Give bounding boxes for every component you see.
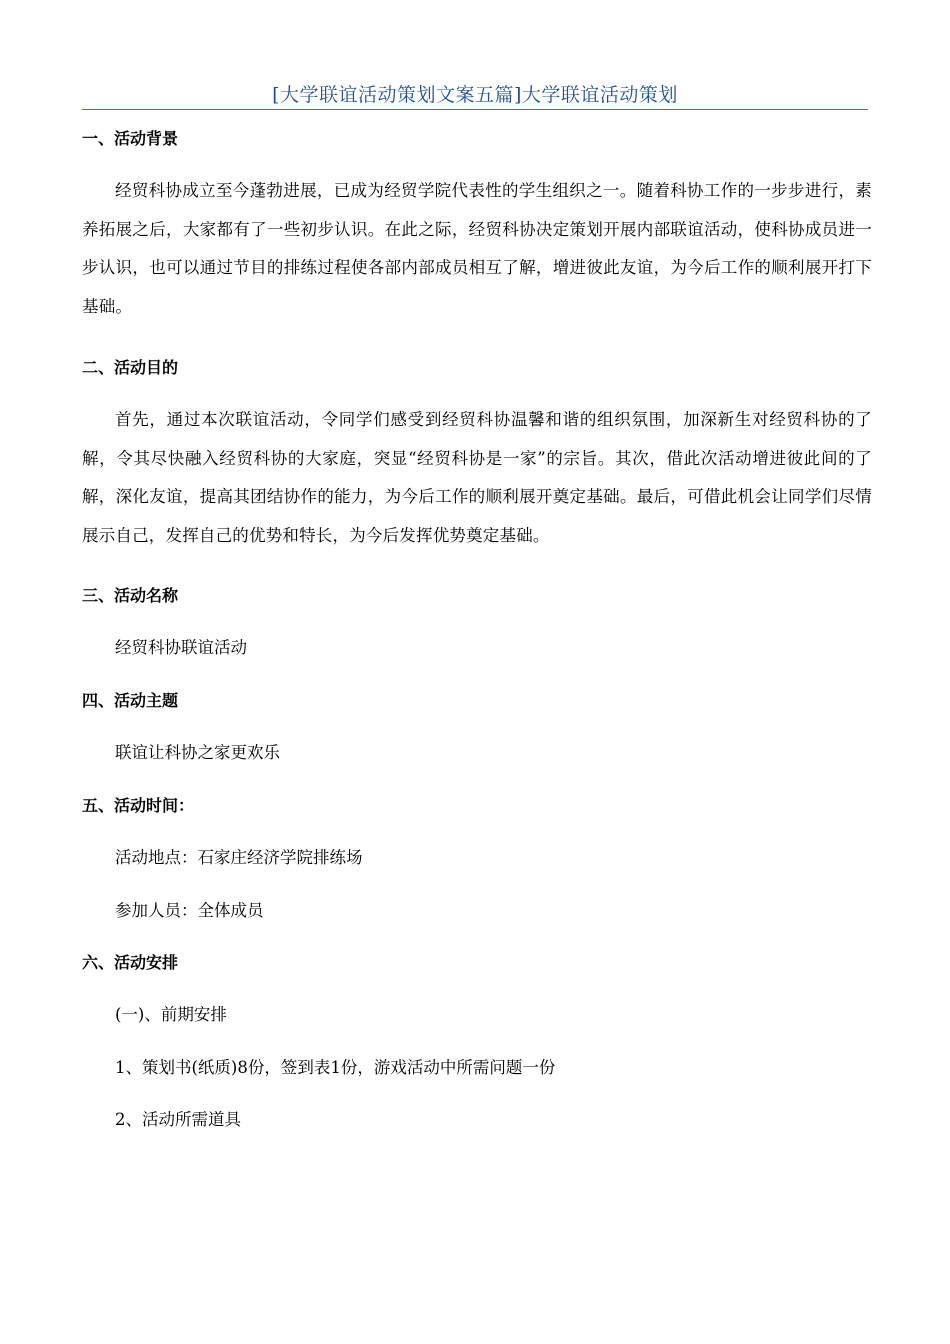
document-title: [大学联谊活动策划文案五篇]大学联谊活动策划 bbox=[272, 84, 678, 106]
activity-participants: 参加人员：全体成员 bbox=[115, 901, 264, 920]
paragraph-background: 经贸科协成立至今蓬勃进展，已成为经贸学院代表性的学生组织之一。随着科协工作的一步步进行，素养拓展之后，大家都有了一些初步认识。在此之际，经贸科协决定策划开展内部联谊活动，使科协成员进一步认识，也可以通过节目的排练过程使各部内部成员相互了解，增进彼此友谊，为今后工作的顺利展开打下基础。 bbox=[82, 181, 872, 316]
section-heading-theme: 四、活动主题 bbox=[82, 691, 179, 710]
arrangement-subheading: (一)、前期安排 bbox=[115, 1005, 227, 1024]
arrangement-item-2: 2、活动所需道具 bbox=[115, 1110, 241, 1129]
title-underline bbox=[82, 109, 868, 110]
section-heading-time: 五、活动时间： bbox=[82, 796, 195, 815]
paragraph-theme: 联谊让科协之家更欢乐 bbox=[115, 743, 280, 762]
section-heading-purpose: 二、活动目的 bbox=[82, 358, 179, 377]
paragraph-name: 经贸科协联谊活动 bbox=[115, 638, 247, 657]
paragraph-purpose: 首先，通过本次联谊活动，令同学们感受到经贸科协温馨和谐的组织氛围，加深新生对经贸科协的了解，令其尽快融入经贸科协的大家庭，突显“经贸科协是一家”的宗旨。其次，借此次活动增进彼此间的了解，深化友谊，提高其团结协作的能力，为今后工作的顺利展开奠定基础。最后，可借此机会让同学们尽情展示自己，发挥自己的优势和特长，为今后发挥优势奠定基础。 bbox=[82, 410, 872, 545]
activity-location: 活动地点：石家庄经济学院排练场 bbox=[115, 848, 363, 867]
arrangement-item-1: 1、策划书(纸质)8份，签到表1份，游戏活动中所需问题一份 bbox=[115, 1058, 556, 1077]
section-heading-background: 一、活动背景 bbox=[82, 129, 179, 148]
section-heading-name: 三、活动名称 bbox=[82, 586, 179, 605]
section-heading-arrangement: 六、活动安排 bbox=[82, 953, 179, 972]
